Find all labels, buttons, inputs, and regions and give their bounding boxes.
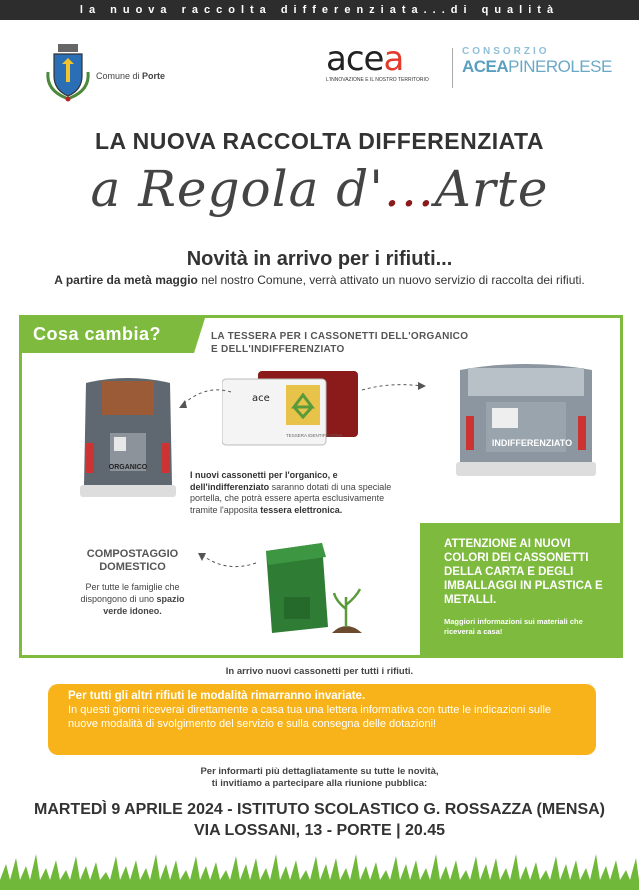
- tessera-heading: [211, 330, 468, 356]
- grass-decoration-icon: [0, 850, 639, 890]
- consorzio-logo: [462, 46, 612, 77]
- acea-tagline: L'INNOVAZIONE E IL NOSTRO TERRITORIO: [326, 77, 429, 83]
- attenzione-heading: ATTENZIONE AI NUOVI COLORI DEI CASSONETTI DELLA CARTA E DEGLI IMBALLAGGI IN PLASTICA E METALLI.: [444, 538, 603, 606]
- organico-bin-label: ORGANICO: [108, 464, 148, 471]
- compostaggio-heading: [70, 548, 195, 574]
- lead-a: A partire da: [54, 273, 124, 287]
- tessera-heading-line1: LA TESSERA PER I CASSONETTI DELL'ORGANICO: [211, 331, 469, 342]
- cosa-cambia-tab: Cosa cambia?: [19, 315, 194, 353]
- compostaggio-heading-1: COMPOSTAGGIO: [86, 548, 179, 560]
- comune-prefix: Comune di: [96, 71, 140, 81]
- evento-luogo: VIA LOSSANI, 13 - PORTE | 20.45: [193, 822, 446, 839]
- card-label: TESSERA IDENTIFICATIVA: [286, 433, 343, 438]
- tessera-cards-icon: [222, 367, 362, 447]
- consorzio-acea: ACEA: [462, 57, 509, 76]
- compostaggio-heading-2: DOMESTICO: [99, 561, 166, 573]
- script-title-dots: ...: [384, 160, 435, 218]
- comune-label: [96, 71, 165, 81]
- comune-name: Porte: [142, 71, 166, 81]
- invito-line1: Per informarti più dettagliatamente su tutte le novità,: [200, 766, 439, 777]
- logo-separator: [452, 48, 453, 88]
- indifferenziato-bin-icon: [456, 358, 596, 478]
- top-banner: la nuova raccolta differenziata...di qualità: [0, 0, 639, 20]
- attenzione-box: [420, 523, 623, 658]
- invariate-title: Per tutti gli altri rifiuti le modalità rimarranno invariate.: [68, 690, 366, 702]
- logo-row: [0, 38, 639, 108]
- desc-bold-1: I nuovi cassonetti per l'organico, e dell'indifferenziato: [190, 470, 338, 492]
- consorzio-pinerolese: PINEROLESE: [508, 57, 612, 76]
- tessera-heading-line2: E DELL'INDIFFERENZIATO: [211, 344, 345, 355]
- subtitle: Novità in arrivo per i rifiuti...: [186, 248, 453, 270]
- comune-crest-icon: [44, 42, 92, 102]
- invariate-body: In questi giorni riceverai direttamente a casa tua una lettera informativa con tutte le indicazioni sulle nuove modalità di svolgimento del servizio e sulla consegna delle dotazioni!: [68, 704, 552, 730]
- script-title-b: Arte: [434, 160, 549, 218]
- script-title-a: a Regola d': [90, 160, 385, 218]
- arrow-right-icon: [360, 378, 430, 408]
- card-acea-text: ace: [252, 393, 270, 404]
- script-title: [0, 160, 639, 218]
- desc-bold-2: tessera elettronica.: [260, 504, 343, 515]
- consorzio-top: CONSORZIO: [462, 46, 550, 57]
- indifferenziato-bin-label: INDIFFERENZIATO: [491, 438, 573, 448]
- arrivo-text: In arrivo nuovi cassonetti per tutti i rifiuti.: [225, 666, 414, 677]
- evento-data: MARTEDÌ 9 APRILE 2024 - ISTITUTO SCOLASTICO G. ROSSAZZA (MENSA): [33, 801, 605, 818]
- arrow-compost-icon: [196, 549, 258, 573]
- arrow-left-icon: [175, 382, 233, 412]
- desc-text-1: saranno dotati di una speciale portella, che potrà essere aperta esclusivamente tramite l'apposita: [190, 481, 392, 515]
- acea-word-b: a: [383, 39, 404, 79]
- attenzione-note: Maggiori informazioni sui materiali che riceverai a casa!: [444, 617, 583, 636]
- organico-bin-icon: [80, 373, 176, 500]
- lead-b: nel nostro Comune, verrà attivato un nuovo servizio di raccolta dei rifiuti.: [197, 273, 585, 287]
- main-title: LA NUOVA RACCOLTA DIFFERENZIATA: [94, 128, 545, 154]
- acea-logo: [326, 39, 446, 83]
- composter-icon: [256, 537, 366, 647]
- lead-bold: metà maggio: [123, 273, 198, 287]
- invito-line2: ti invitiamo a partecipare alla riunione pubblica:: [211, 778, 428, 789]
- invariate-box: [48, 684, 596, 755]
- compostaggio-description: [70, 581, 195, 617]
- compostaggio-text: Per tutte le famiglie che dispongono di uno: [80, 582, 180, 604]
- lead-text: [0, 273, 639, 287]
- acea-word-a: ace: [326, 39, 384, 79]
- cassonetti-description: [190, 470, 395, 516]
- compostaggio-bold: spazio verde idoneo.: [103, 594, 185, 616]
- riunione-invito: [0, 766, 639, 790]
